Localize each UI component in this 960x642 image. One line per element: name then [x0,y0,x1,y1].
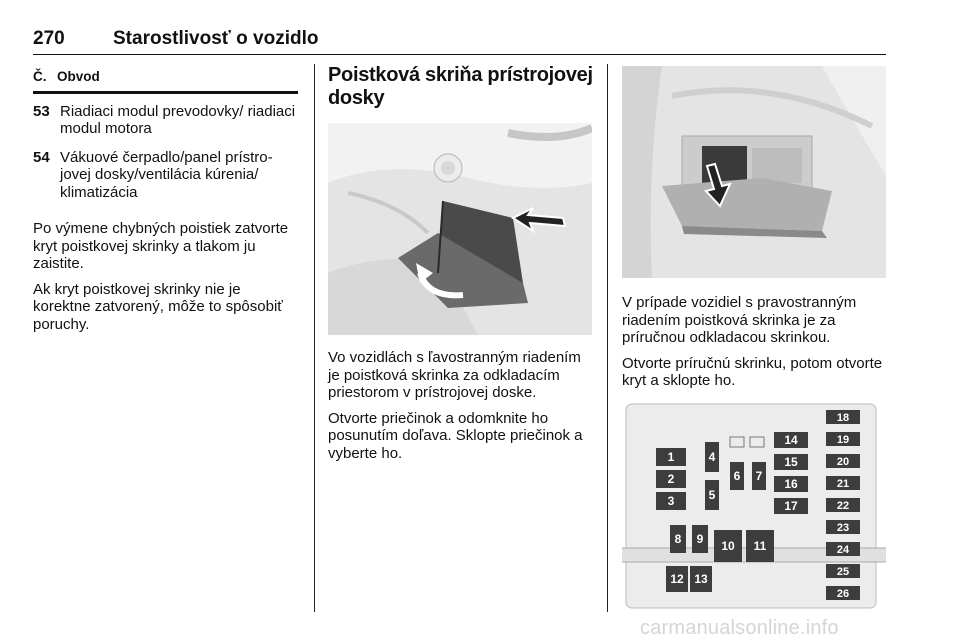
fuse-label: 22 [836,499,850,512]
fuse-table-header [33,68,298,94]
section-heading: Poistková skriňa prístrojovej dosky [328,64,593,109]
table-row [33,103,298,138]
fuse-label: 11 [753,538,767,553]
fuse-label: 1 [667,449,675,464]
fuse-label: 8 [674,531,682,546]
fuse-label: 24 [836,543,850,556]
fuse-label: 21 [836,477,850,490]
fuse-label: 14 [784,432,798,447]
fuse-label: 6 [733,468,741,483]
fuse-number: 53 [33,102,50,120]
fuse-label: 23 [836,521,850,534]
fuse-label: 9 [696,531,704,546]
section-title: Starostlivosť o vozidlo [113,28,319,49]
body-paragraph: V prípade vozidiel s pravostranným riadením poistková skrinka je za príručnou odkladacou skrinkou. [622,294,857,346]
fuse-label: 18 [836,411,850,424]
fuse-label: 2 [667,471,675,486]
fuse-label: 20 [836,455,850,468]
fuse-label: 10 [721,538,735,553]
fuse-box-diagram [622,400,886,612]
fuse-number: 54 [33,148,50,166]
fuse-label: 5 [708,487,716,502]
col-circuit-header: Obvod [57,69,100,84]
fuse-label: 17 [784,498,798,513]
table-row [33,149,298,202]
column-middle [328,64,594,462]
page-number: 270 [33,28,65,49]
fuse-label: 25 [836,565,850,578]
column-divider [314,64,315,612]
fuse-circuit: Vákuové čerpadlo/panel prístro-jovej dosky/ventilácia kúrenia/ klimatizácia [60,148,273,201]
col-number-header: Č. [33,69,47,84]
body-paragraph: Otvorte priečinok a odomknite ho posunutím doľava. Sklopte priečinok a vyberte ho. [328,409,583,462]
column-divider [607,64,608,612]
watermark: carmanualsonline.info [640,617,839,639]
fuse-label: 26 [836,587,850,600]
body-paragraph: Ak kryt poistkovej skrinky nie je korektne zatvorený, môže to spôsobiť poruchy. [33,280,283,333]
page-header [33,28,886,55]
fuse-label: 13 [694,571,708,586]
illustration-right-hand-drive [622,66,886,278]
body-paragraph: Otvorte príručnú skrinku, potom otvorte kryt a sklopte ho. [622,354,883,389]
body-paragraph: Vo vozidlách s ľavostranným riadením je poistková skrinka za odkladacím priestorom v prístrojovej doske. [328,349,581,401]
fuse-label: 19 [836,433,850,446]
fuse-label: 4 [708,449,716,464]
fuse-label: 7 [755,468,763,483]
column-left [33,68,298,333]
fuse-label: 15 [784,454,798,469]
fuse-label: 16 [784,476,798,491]
column-right [622,66,886,612]
fuse-circuit: Riadiaci modul prevodovky/ riadiaci modul motora [60,102,296,137]
body-paragraph: Po výmene chybných poistiek zatvorte kryt poistkovej skrinky a tlakom ju zaistite. [33,220,289,272]
illustration-left-hand-drive [328,123,592,335]
fuse-label: 3 [667,493,675,508]
fuse-label: 12 [670,571,684,586]
